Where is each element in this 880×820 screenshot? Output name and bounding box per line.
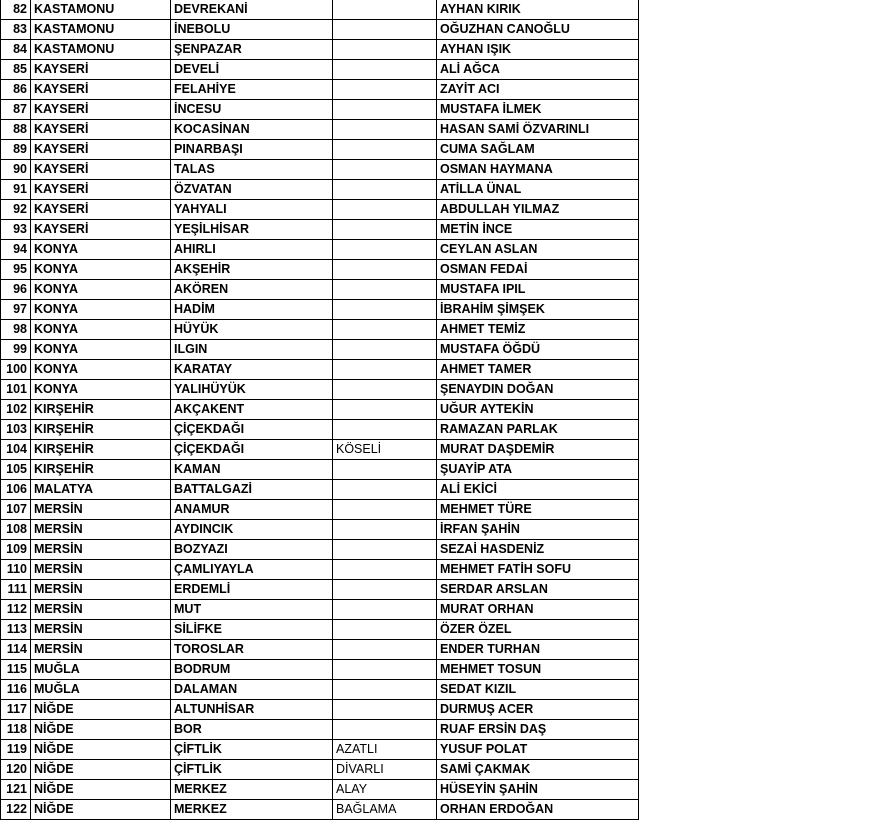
province-cell: KAYSERİ xyxy=(31,220,171,240)
village-cell xyxy=(333,340,437,360)
name-cell: ŞENAYDIN DOĞAN xyxy=(437,380,639,400)
row-number-cell: 96 xyxy=(1,280,31,300)
village-cell xyxy=(333,660,437,680)
table-row xyxy=(1,720,639,740)
row-number-cell: 110 xyxy=(1,560,31,580)
district-cell: ANAMUR xyxy=(171,500,333,520)
row-number-cell: 92 xyxy=(1,200,31,220)
name-cell: UĞUR AYTEKİN xyxy=(437,400,639,420)
village-cell xyxy=(333,20,437,40)
table-row xyxy=(1,20,639,40)
province-cell: KIRŞEHİR xyxy=(31,420,171,440)
village-cell xyxy=(333,380,437,400)
table-row xyxy=(1,600,639,620)
province-cell: MERSİN xyxy=(31,640,171,660)
name-cell: RUAF ERSİN DAŞ xyxy=(437,720,639,740)
table-row xyxy=(1,620,639,640)
name-cell: ZAYİT ACI xyxy=(437,80,639,100)
village-cell xyxy=(333,600,437,620)
row-number-cell: 86 xyxy=(1,80,31,100)
name-cell: ATİLLA ÜNAL xyxy=(437,180,639,200)
name-cell: CEYLAN ASLAN xyxy=(437,240,639,260)
table-row xyxy=(1,180,639,200)
village-cell: DİVARLI xyxy=(333,760,437,780)
district-cell: KARATAY xyxy=(171,360,333,380)
district-cell: PINARBAŞI xyxy=(171,140,333,160)
name-cell: İBRAHİM ŞİMŞEK xyxy=(437,300,639,320)
table-row xyxy=(1,0,639,20)
name-cell: ORHAN ERDOĞAN xyxy=(437,800,639,820)
district-cell: ÖZVATAN xyxy=(171,180,333,200)
province-cell: MERSİN xyxy=(31,620,171,640)
name-cell: OĞUZHAN CANOĞLU xyxy=(437,20,639,40)
village-cell xyxy=(333,620,437,640)
province-cell: KAYSERİ xyxy=(31,60,171,80)
table-row xyxy=(1,140,639,160)
row-number-cell: 121 xyxy=(1,780,31,800)
district-cell: MUT xyxy=(171,600,333,620)
name-cell: MEHMET FATİH SOFU xyxy=(437,560,639,580)
province-cell: MALATYA xyxy=(31,480,171,500)
province-cell: MERSİN xyxy=(31,540,171,560)
name-cell: ALİ AĞCA xyxy=(437,60,639,80)
name-cell: SEDAT KIZIL xyxy=(437,680,639,700)
village-cell: ALAY xyxy=(333,780,437,800)
district-cell: ÇİÇEKDAĞI xyxy=(171,440,333,460)
province-cell: MERSİN xyxy=(31,520,171,540)
row-number-cell: 117 xyxy=(1,700,31,720)
village-cell xyxy=(333,420,437,440)
name-cell: AYHAN IŞIK xyxy=(437,40,639,60)
district-cell: ÇİÇEKDAĞI xyxy=(171,420,333,440)
table-row xyxy=(1,420,639,440)
table-row xyxy=(1,740,639,760)
row-number-cell: 82 xyxy=(1,0,31,20)
province-cell: KAYSERİ xyxy=(31,120,171,140)
name-cell: SERDAR ARSLAN xyxy=(437,580,639,600)
village-cell xyxy=(333,240,437,260)
village-cell xyxy=(333,200,437,220)
village-cell xyxy=(333,40,437,60)
province-cell: KASTAMONU xyxy=(31,40,171,60)
row-number-cell: 93 xyxy=(1,220,31,240)
district-cell: İNEBOLU xyxy=(171,20,333,40)
province-cell: KONYA xyxy=(31,380,171,400)
table-row xyxy=(1,260,639,280)
district-cell: İNCESU xyxy=(171,100,333,120)
district-cell: FELAHİYE xyxy=(171,80,333,100)
name-cell: OSMAN FEDAİ xyxy=(437,260,639,280)
village-cell xyxy=(333,500,437,520)
district-cell: BATTALGAZİ xyxy=(171,480,333,500)
table-body xyxy=(1,0,639,820)
row-number-cell: 95 xyxy=(1,260,31,280)
row-number-cell: 84 xyxy=(1,40,31,60)
name-cell: MUSTAFA İLMEK xyxy=(437,100,639,120)
province-cell: MERSİN xyxy=(31,580,171,600)
row-number-cell: 115 xyxy=(1,660,31,680)
table-row xyxy=(1,800,639,820)
name-cell: ENDER TURHAN xyxy=(437,640,639,660)
table-row xyxy=(1,640,639,660)
name-cell: HASAN SAMİ ÖZVARINLI xyxy=(437,120,639,140)
table-row xyxy=(1,660,639,680)
row-number-cell: 106 xyxy=(1,480,31,500)
village-cell: BAĞLAMA xyxy=(333,800,437,820)
village-cell xyxy=(333,300,437,320)
table-row xyxy=(1,220,639,240)
district-cell: ÇAMLIYAYLA xyxy=(171,560,333,580)
village-cell xyxy=(333,680,437,700)
village-cell xyxy=(333,560,437,580)
row-number-cell: 97 xyxy=(1,300,31,320)
name-cell: METİN İNCE xyxy=(437,220,639,240)
row-number-cell: 109 xyxy=(1,540,31,560)
name-cell: MUSTAFA ÖĞDÜ xyxy=(437,340,639,360)
table-row xyxy=(1,380,639,400)
row-number-cell: 103 xyxy=(1,420,31,440)
row-number-cell: 102 xyxy=(1,400,31,420)
table-row xyxy=(1,580,639,600)
province-cell: KASTAMONU xyxy=(31,0,171,20)
name-cell: MURAT ORHAN xyxy=(437,600,639,620)
province-cell: KIRŞEHİR xyxy=(31,400,171,420)
district-cell: ŞENPAZAR xyxy=(171,40,333,60)
name-cell: OSMAN HAYMANA xyxy=(437,160,639,180)
province-cell: KAYSERİ xyxy=(31,160,171,180)
table-row xyxy=(1,80,639,100)
village-cell xyxy=(333,140,437,160)
province-cell: KONYA xyxy=(31,300,171,320)
name-cell: SEZAİ HASDENİZ xyxy=(437,540,639,560)
village-cell xyxy=(333,360,437,380)
province-cell: NİĞDE xyxy=(31,740,171,760)
district-cell: ALTUNHİSAR xyxy=(171,700,333,720)
table-row xyxy=(1,560,639,580)
name-cell: MEHMET TÜRE xyxy=(437,500,639,520)
village-cell xyxy=(333,180,437,200)
province-cell: MERSİN xyxy=(31,560,171,580)
province-cell: NİĞDE xyxy=(31,700,171,720)
village-cell xyxy=(333,460,437,480)
province-cell: MERSİN xyxy=(31,500,171,520)
table-row xyxy=(1,520,639,540)
province-cell: NİĞDE xyxy=(31,760,171,780)
province-cell: KONYA xyxy=(31,360,171,380)
row-number-cell: 111 xyxy=(1,580,31,600)
district-cell: BOR xyxy=(171,720,333,740)
province-cell: MERSİN xyxy=(31,600,171,620)
name-cell: MEHMET TOSUN xyxy=(437,660,639,680)
row-number-cell: 108 xyxy=(1,520,31,540)
row-number-cell: 94 xyxy=(1,240,31,260)
province-cell: KAYSERİ xyxy=(31,180,171,200)
village-cell xyxy=(333,60,437,80)
table-row xyxy=(1,760,639,780)
table-row xyxy=(1,460,639,480)
district-cell: HÜYÜK xyxy=(171,320,333,340)
district-cell: YEŞİLHİSAR xyxy=(171,220,333,240)
table-row xyxy=(1,100,639,120)
table-row xyxy=(1,340,639,360)
name-cell: ABDULLAH YILMAZ xyxy=(437,200,639,220)
district-cell: TALAS xyxy=(171,160,333,180)
village-cell xyxy=(333,640,437,660)
row-number-cell: 98 xyxy=(1,320,31,340)
row-number-cell: 107 xyxy=(1,500,31,520)
district-cell: AYDINCIK xyxy=(171,520,333,540)
row-number-cell: 122 xyxy=(1,800,31,820)
district-cell: AHIRLI xyxy=(171,240,333,260)
village-cell xyxy=(333,540,437,560)
district-cell: DEVELİ xyxy=(171,60,333,80)
district-cell: YAHYALI xyxy=(171,200,333,220)
table-row xyxy=(1,500,639,520)
province-cell: KONYA xyxy=(31,340,171,360)
row-number-cell: 104 xyxy=(1,440,31,460)
row-number-cell: 113 xyxy=(1,620,31,640)
district-cell: BOZYAZI xyxy=(171,540,333,560)
name-cell: AYHAN KIRIK xyxy=(437,0,639,20)
name-cell: AHMET TAMER xyxy=(437,360,639,380)
village-cell: AZATLI xyxy=(333,740,437,760)
village-cell xyxy=(333,220,437,240)
district-cell: KOCASİNAN xyxy=(171,120,333,140)
district-cell: AKÖREN xyxy=(171,280,333,300)
name-cell: CUMA SAĞLAM xyxy=(437,140,639,160)
village-cell xyxy=(333,480,437,500)
province-cell: KAYSERİ xyxy=(31,100,171,120)
table-row xyxy=(1,300,639,320)
province-cell: KIRŞEHİR xyxy=(31,440,171,460)
province-cell: KONYA xyxy=(31,280,171,300)
village-cell xyxy=(333,400,437,420)
name-cell: YUSUF POLAT xyxy=(437,740,639,760)
row-number-cell: 112 xyxy=(1,600,31,620)
name-cell: ALİ EKİCİ xyxy=(437,480,639,500)
table-row xyxy=(1,60,639,80)
district-cell: DALAMAN xyxy=(171,680,333,700)
village-cell xyxy=(333,720,437,740)
table-row xyxy=(1,240,639,260)
province-cell: KAYSERİ xyxy=(31,80,171,100)
village-cell xyxy=(333,580,437,600)
district-cell: KAMAN xyxy=(171,460,333,480)
district-cell: ÇİFTLİK xyxy=(171,760,333,780)
village-cell xyxy=(333,260,437,280)
province-cell: KAYSERİ xyxy=(31,200,171,220)
row-number-cell: 89 xyxy=(1,140,31,160)
row-number-cell: 85 xyxy=(1,60,31,80)
row-number-cell: 91 xyxy=(1,180,31,200)
village-cell xyxy=(333,320,437,340)
district-cell: HADİM xyxy=(171,300,333,320)
name-cell: MURAT DAŞDEMİR xyxy=(437,440,639,460)
table-row xyxy=(1,200,639,220)
table-row xyxy=(1,480,639,500)
village-cell xyxy=(333,120,437,140)
village-cell xyxy=(333,280,437,300)
district-cell: ÇİFTLİK xyxy=(171,740,333,760)
district-cell: SİLİFKE xyxy=(171,620,333,640)
row-number-cell: 114 xyxy=(1,640,31,660)
name-cell: MUSTAFA IPIL xyxy=(437,280,639,300)
district-cell: YALIHÜYÜK xyxy=(171,380,333,400)
table-row xyxy=(1,780,639,800)
district-cell: ERDEMLİ xyxy=(171,580,333,600)
row-number-cell: 120 xyxy=(1,760,31,780)
name-cell: SAMİ ÇAKMAK xyxy=(437,760,639,780)
table-row xyxy=(1,40,639,60)
name-cell: ÖZER ÖZEL xyxy=(437,620,639,640)
province-cell: KIRŞEHİR xyxy=(31,460,171,480)
name-cell: RAMAZAN PARLAK xyxy=(437,420,639,440)
name-cell: DURMUŞ ACER xyxy=(437,700,639,720)
row-number-cell: 119 xyxy=(1,740,31,760)
village-cell xyxy=(333,520,437,540)
district-cell: DEVREKANİ xyxy=(171,0,333,20)
table-row xyxy=(1,360,639,380)
row-number-cell: 83 xyxy=(1,20,31,40)
district-cell: AKŞEHİR xyxy=(171,260,333,280)
district-cell: BODRUM xyxy=(171,660,333,680)
table-row xyxy=(1,700,639,720)
table-row xyxy=(1,320,639,340)
table-row xyxy=(1,160,639,180)
province-cell: KONYA xyxy=(31,320,171,340)
province-cell: MUĞLA xyxy=(31,660,171,680)
province-cell: NİĞDE xyxy=(31,800,171,820)
district-cell: MERKEZ xyxy=(171,780,333,800)
province-cell: KONYA xyxy=(31,260,171,280)
row-number-cell: 105 xyxy=(1,460,31,480)
table-row xyxy=(1,400,639,420)
village-cell xyxy=(333,100,437,120)
province-cell: KONYA xyxy=(31,240,171,260)
village-cell xyxy=(333,160,437,180)
village-cell xyxy=(333,700,437,720)
name-cell: ŞUAYİP ATA xyxy=(437,460,639,480)
district-cell: AKÇAKENT xyxy=(171,400,333,420)
row-number-cell: 100 xyxy=(1,360,31,380)
district-cell: MERKEZ xyxy=(171,800,333,820)
name-cell: İRFAN ŞAHİN xyxy=(437,520,639,540)
name-cell: HÜSEYİN ŞAHİN xyxy=(437,780,639,800)
table-row xyxy=(1,280,639,300)
district-cell: ILGIN xyxy=(171,340,333,360)
village-cell: KÖSELİ xyxy=(333,440,437,460)
table-row xyxy=(1,540,639,560)
province-cell: NİĞDE xyxy=(31,720,171,740)
row-number-cell: 101 xyxy=(1,380,31,400)
name-cell: AHMET TEMİZ xyxy=(437,320,639,340)
row-number-cell: 88 xyxy=(1,120,31,140)
row-number-cell: 118 xyxy=(1,720,31,740)
province-cell: NİĞDE xyxy=(31,780,171,800)
province-cell: MUĞLA xyxy=(31,680,171,700)
province-cell: KAYSERİ xyxy=(31,140,171,160)
table-row xyxy=(1,680,639,700)
row-number-cell: 116 xyxy=(1,680,31,700)
row-number-cell: 99 xyxy=(1,340,31,360)
village-cell xyxy=(333,80,437,100)
table-row xyxy=(1,440,639,460)
province-cell: KASTAMONU xyxy=(31,20,171,40)
table-row xyxy=(1,120,639,140)
row-number-cell: 90 xyxy=(1,160,31,180)
district-cell: TOROSLAR xyxy=(171,640,333,660)
village-cell xyxy=(333,0,437,20)
row-number-cell: 87 xyxy=(1,100,31,120)
